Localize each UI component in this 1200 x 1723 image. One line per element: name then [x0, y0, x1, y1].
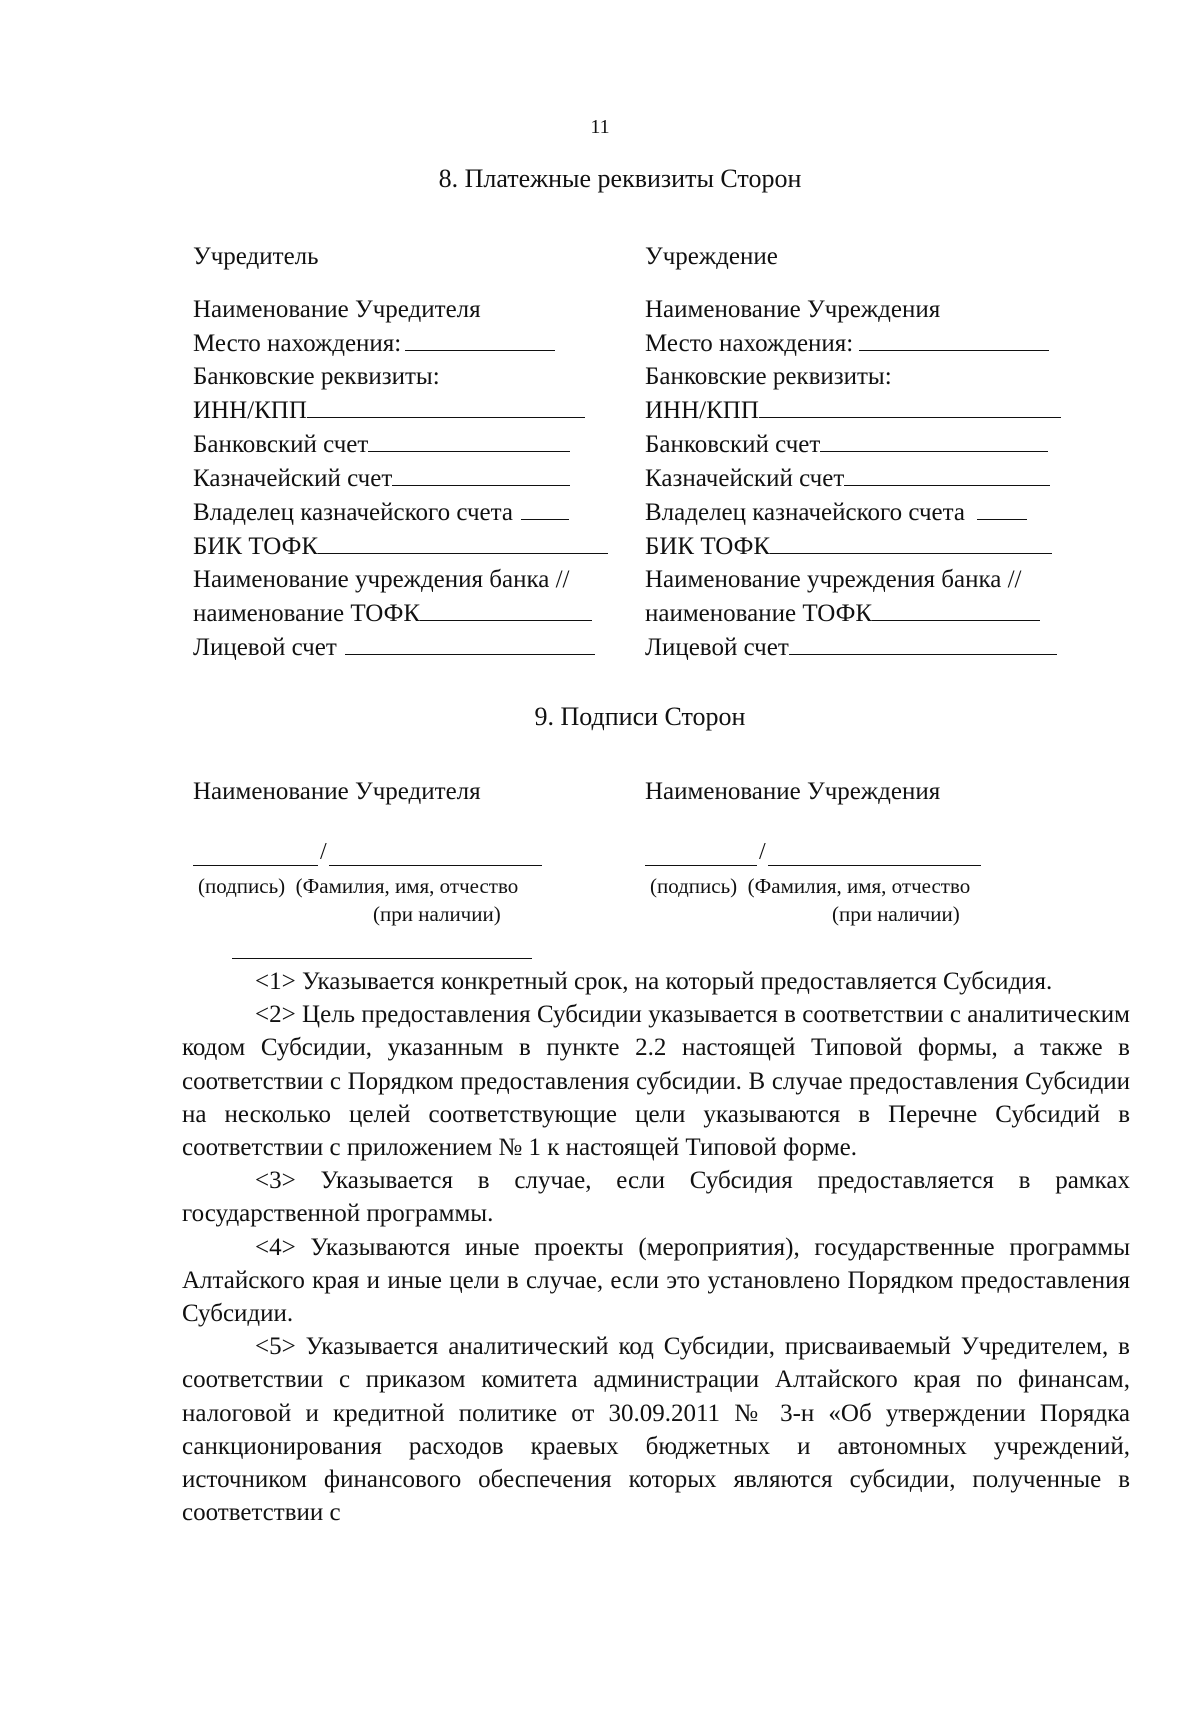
founder-treasury-account-blank	[392, 461, 570, 486]
founder-treasury-account-label: Казначейский счет	[193, 465, 393, 492]
institution-bank-account-blank	[820, 427, 1048, 452]
institution-location-label: Место нахождения:	[645, 330, 854, 357]
founder-caption-line1: (подпись) (Фамилия, имя, отчество	[198, 874, 519, 898]
footnote-2: <2> Цель предоставления Субсидии указывается в соответствии с аналитическим кодом Субсидии, указанным в пункте 2.2 настоящей Типовой формы, а также в соответствии с Порядком предоставления субсидии. В случае предоставления Субсидии на несколько целей соответствующие цели указываются в Перечне Субсидий в соответствии с приложением № 1 к настоящей Типовой форме.	[182, 1001, 1130, 1162]
founder-signature-caption	[193, 872, 613, 928]
founder-heading: Учредитель	[193, 243, 319, 270]
founder-location-row	[193, 326, 623, 360]
institution-personal-account-label: Лицевой счет	[645, 634, 789, 661]
founder-signature-block	[193, 778, 613, 928]
institution-bik-blank	[770, 529, 1052, 554]
institution-signature-name: Наименование Учреждения	[645, 778, 941, 805]
founder-tofk-name-label: наименование ТОФК	[193, 600, 421, 627]
institution-bik-row	[645, 529, 1085, 563]
founder-caption-line2: (при наличии)	[373, 902, 501, 926]
founder-name-label: Наименование Учредителя	[193, 296, 481, 323]
footnote-3: <3> Указывается в случае, если Субсидия предоставляется в рамках государственной программы.	[182, 1167, 1130, 1228]
institution-tofk-name-label: наименование ТОФК	[645, 600, 873, 627]
institution-name-label: Наименование Учреждения	[645, 296, 941, 323]
founder-treasury-owner-row	[193, 495, 623, 529]
founder-personal-account-blank	[345, 630, 595, 655]
founder-inn-blank	[307, 393, 585, 418]
institution-caption-line1: (подпись) (Фамилия, имя, отчество	[650, 874, 971, 898]
institution-bank-details-row	[645, 360, 1085, 393]
founder-personal-account-row	[193, 630, 623, 664]
founder-signature-name: Наименование Учредителя	[193, 778, 481, 805]
founder-bank-account-blank	[368, 427, 570, 452]
institution-caption-line2: (при наличии)	[832, 902, 960, 926]
institution-treasury-owner-row	[645, 495, 1085, 529]
founder-tofk-name-blank	[420, 596, 592, 621]
institution-tofk-name-row	[645, 596, 1085, 630]
founder-bik-row	[193, 529, 623, 563]
institution-location-blank	[859, 326, 1049, 351]
founder-signature-line	[193, 836, 613, 866]
founder-bank-account-row	[193, 427, 623, 461]
institution-treasury-account-blank	[844, 461, 1050, 486]
founder-requisites	[193, 240, 623, 664]
founder-signature-slash: /	[320, 839, 327, 865]
institution-bik-label: БИК ТОФК	[645, 533, 771, 560]
founder-bik-label: БИК ТОФК	[193, 533, 319, 560]
founder-location-label: Место нахождения:	[193, 330, 402, 357]
founder-bank-details-label: Банковские реквизиты:	[193, 363, 440, 390]
institution-signature-slash: /	[759, 839, 766, 865]
institution-treasury-owner-label: Владелец казначейского счета	[645, 499, 965, 526]
institution-treasury-account-row	[645, 461, 1085, 495]
institution-signature-caption	[645, 872, 1085, 928]
founder-location-blank	[405, 326, 555, 351]
founder-bank-account-label: Банковский счет	[193, 431, 369, 458]
founder-bank-name-label: Наименование учреждения банка //	[193, 566, 570, 593]
institution-name-row	[645, 293, 1085, 326]
institution-signature-line	[645, 836, 1085, 866]
institution-bank-name-row	[645, 563, 1085, 596]
institution-bank-details-label: Банковские реквизиты:	[645, 363, 892, 390]
institution-signature-blank	[645, 837, 757, 866]
institution-inn-label: ИНН/КПП	[645, 397, 759, 424]
footnote-4: <4> Указываются иные проекты (мероприятия), государственные программы Алтайского края и иные цели в случае, если это установлено Порядком предоставления Субсидии.	[182, 1233, 1130, 1328]
institution-tofk-name-blank	[872, 596, 1040, 621]
institution-fullname-blank	[768, 837, 981, 866]
founder-treasury-owner-label: Владелец казначейского счета	[193, 499, 513, 526]
founder-personal-account-label: Лицевой счет	[193, 634, 337, 661]
founder-inn-label: ИНН/КПП	[193, 397, 307, 424]
institution-treasury-account-label: Казначейский счет	[645, 465, 845, 492]
founder-inn-row	[193, 393, 623, 427]
founder-bik-blank	[318, 529, 608, 554]
institution-bank-account-row	[645, 427, 1085, 461]
founder-name-row	[193, 293, 623, 326]
institution-heading: Учреждение	[645, 243, 778, 270]
section-8-title: 8. Платежные реквизиты Сторон	[438, 164, 802, 193]
founder-treasury-owner-blank	[521, 495, 569, 520]
founder-signature-blank	[193, 837, 318, 866]
section-9-title: 9. Подписи Сторон	[534, 702, 746, 731]
institution-personal-account-row	[645, 630, 1085, 664]
footnote-1: <1> Указывается конкретный срок, на который предоставляется Субсидия.	[255, 968, 1053, 995]
institution-requisites	[645, 240, 1085, 664]
institution-treasury-owner-blank	[977, 495, 1027, 520]
founder-treasury-account-row	[193, 461, 623, 495]
founder-fullname-blank	[329, 837, 542, 866]
institution-inn-blank	[759, 393, 1061, 418]
founder-bank-details-row	[193, 360, 623, 393]
page-number: 11	[590, 116, 610, 138]
founder-tofk-name-row	[193, 596, 623, 630]
institution-signature-block	[645, 778, 1085, 928]
institution-bank-name-label: Наименование учреждения банка //	[645, 566, 1022, 593]
institution-bank-account-label: Банковский счет	[645, 431, 821, 458]
footnotes	[182, 965, 1130, 1529]
footnote-separator	[232, 958, 532, 959]
founder-bank-name-row	[193, 563, 623, 596]
institution-inn-row	[645, 393, 1085, 427]
institution-personal-account-blank	[789, 630, 1057, 655]
footnote-5: <5> Указывается аналитический код Субсидии, присваиваемый Учредителем, в соответствии с приказом комитета администрации Алтайского края по финансам, налоговой и кредитной политике от 30.09.2011 № 3-н «Об утверждении Порядка санкционирования расходов краевых бюджетных и автономных учреждений, источником финансового обеспечения которых являются субсидии, полученные в соответствии с	[182, 1333, 1130, 1527]
institution-location-row	[645, 326, 1085, 360]
